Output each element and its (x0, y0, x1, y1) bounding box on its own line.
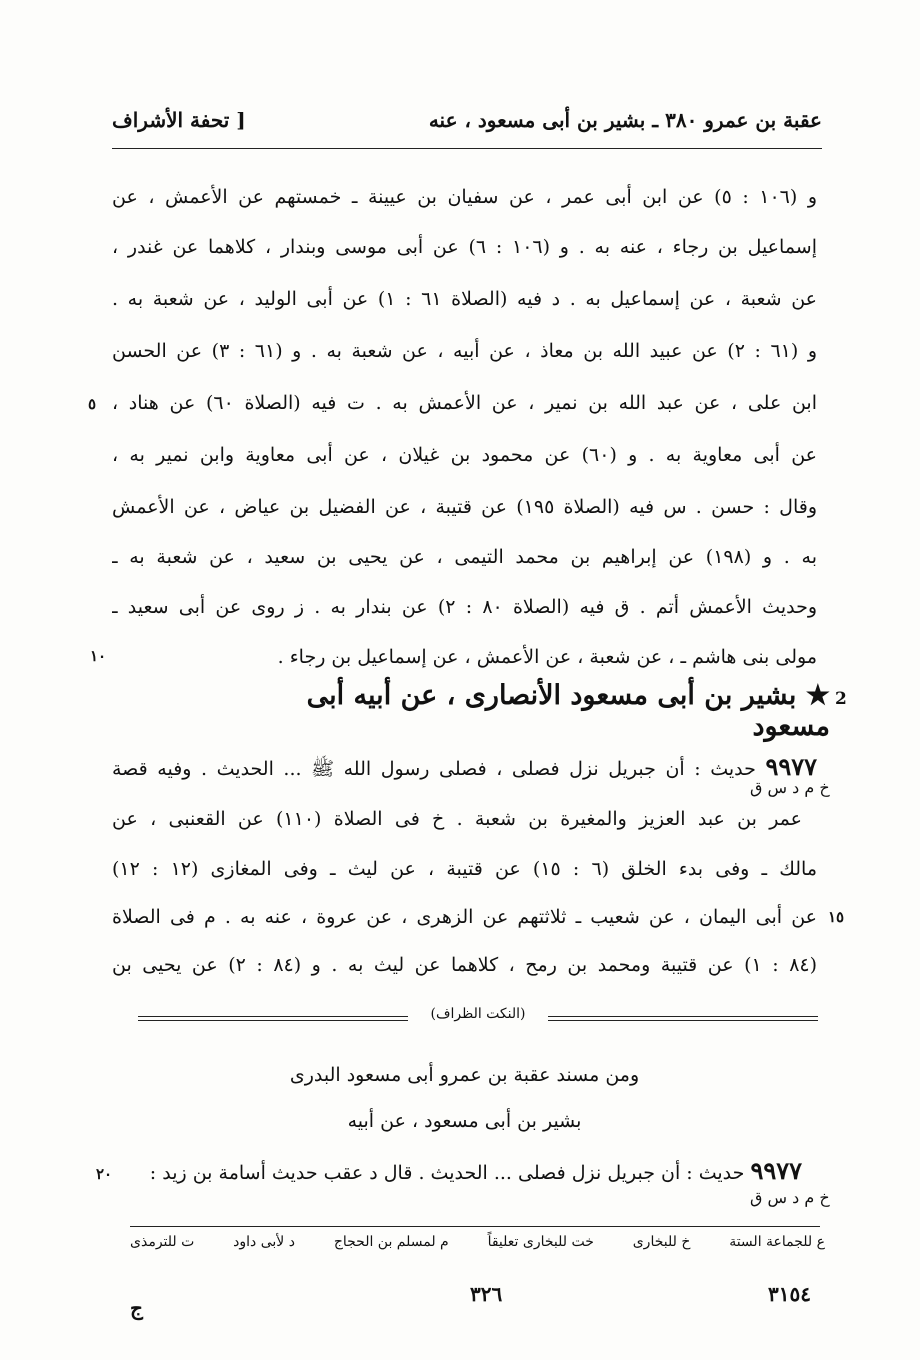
margin-line-number: ١٥ (828, 908, 845, 926)
divider-rule-left (138, 1016, 408, 1021)
body-line: عن شعبة ، عن إسماعيل به . د فيه (الصلاة ٦١ : ١) عن أبى الوليد ، عن شعبة به . (112, 288, 817, 310)
header-chapter-title: عقبة بن عمرو ٣٨٠ ـ بشير بن أبى مسعود ، عنه (428, 108, 822, 132)
abbrev-item: م لمسلم بن الحجاج (333, 1234, 449, 1250)
signature-mark: ج (130, 1296, 143, 1320)
hadith-number: ٩٩٧٧ (765, 752, 817, 781)
page-number: ٣٢٦ (470, 1282, 503, 1306)
abbreviation-rule (130, 1226, 820, 1227)
footnote-subtitle: بشير بن أبى مسعود ، عن أبيه (347, 1110, 582, 1132)
abbrev-item: ع للجماعة الستة (729, 1234, 825, 1250)
hadith-line: (٨٤ : ١) عن قتيبة ومحمد بن رمح ، كلاهما عن ليث به . و (٨٤ : ٢) عن يحيى بن (112, 954, 817, 976)
abbrev-item: خ للبخارى (632, 1234, 691, 1250)
section-number: 2 (835, 689, 847, 709)
abbreviation-key (130, 1234, 825, 1250)
abbrev-item: د لأبى داود (233, 1234, 295, 1250)
margin-line-number: ٥ (88, 395, 97, 413)
body-line: ابن على ، عن عبد الله بن نمير ، عن الأعمش به . ت فيه (الصلاة ٦٠) عن هناد ، (112, 392, 817, 414)
margin-line-number: ٢٠ (96, 1165, 113, 1183)
body-line: و (٦١ : ٢) عن عبيد الله بن معاذ ، عن أبيه ، عن شعبة به . و (٦١ : ٣) عن الحسن (112, 340, 817, 362)
header-book-title: [ تحفة الأشراف (112, 108, 246, 132)
footnote-hadith-number: ٩٩٧٧ (750, 1156, 802, 1185)
entry-number: ٣١٥٤ (768, 1282, 811, 1306)
abbrev-item: ت للترمذى (130, 1234, 195, 1250)
body-line: وحديث الأعمش أتم . ق فيه (الصلاة ٨٠ : ٢) عن بندار به . ز روى عن أبى سعيد ـ (112, 596, 817, 618)
footnote-sigla: خ م د س ق (750, 1188, 830, 1207)
hadith-line: عمر بن عبد العزيز والمغيرة بن شعبة . خ فى الصلاة (١١٠) عن القعنبى ، عن (112, 808, 802, 830)
section-heading: ★ بشير بن أبى مسعود الأنصارى ، عن أبيه أبى مسعود (306, 680, 830, 742)
body-line: به . و (١٩٨) عن إبراهيم بن محمد التيمى ، عن يحيى بن سعيد ، عن شعبة به ـ (112, 546, 817, 568)
body-line: إسماعيل بن رجاء ، عنه به . و (١٠٦ : ٦) عن أبى موسى وبندار ، كلاهما عن غندر ، (112, 236, 817, 258)
body-line: عن أبى معاوية به . و (٦٠) عن محمود بن غيلان ، عن أبى معاوية وابن نمير به ، (112, 444, 817, 466)
hadith-first-line (112, 742, 817, 792)
margin-line-number: ١٠ (90, 647, 107, 665)
divider-rule-right (548, 1016, 818, 1021)
footnote-divider (138, 1006, 818, 1032)
footnote-hadith-line (112, 1146, 802, 1196)
hadith-line: عن أبى اليمان ، عن شعيب ـ ثلاثتهم عن الزهرى ، عن عروة ، عنه به . م فى الصلاة (112, 906, 817, 928)
body-line: مولى بنى هاشم ـ ، عن شعبة ، عن الأعمش ، عن إسماعيل بن رجاء . (277, 646, 817, 668)
hadith-line: مالك ـ وفى بدء الخلق (٦ : ١٥) عن قتيبة ، عن ليث ـ وفى المغازى (١٢ : ١٢) (112, 858, 817, 880)
running-header (112, 100, 822, 140)
divider-label: (النكت الظراف) (430, 1006, 526, 1022)
header-rule (112, 148, 822, 149)
abbrev-item: خت للبخارى تعليقاً (487, 1234, 594, 1250)
footnote-title: ومن مسند عقبة بن عمرو أبى مسعود البدرى (289, 1064, 640, 1086)
hadith-text: حديث : أن جبريل نزل فصلى ، فصلى رسول الله ﷺ ... الحديث . وفيه قصة (112, 758, 756, 780)
body-line: و (١٠٦ : ٥) عن ابن أبى عمر ، عن سفيان بن عيينة ـ خمستهم عن الأعمش ، عن (112, 186, 817, 208)
body-line: وقال : حسن . س فيه (الصلاة ١٩٥) عن قتيبة ، عن الفضيل بن عياض ، عن الأعمش (112, 496, 817, 518)
hadith-sigla: خ م د س ق (750, 778, 830, 797)
footnote-hadith-text: حديث : أن جبريل نزل فصلى ... الحديث . قال د عقب حديث أسامة بن زيد : (149, 1162, 745, 1184)
